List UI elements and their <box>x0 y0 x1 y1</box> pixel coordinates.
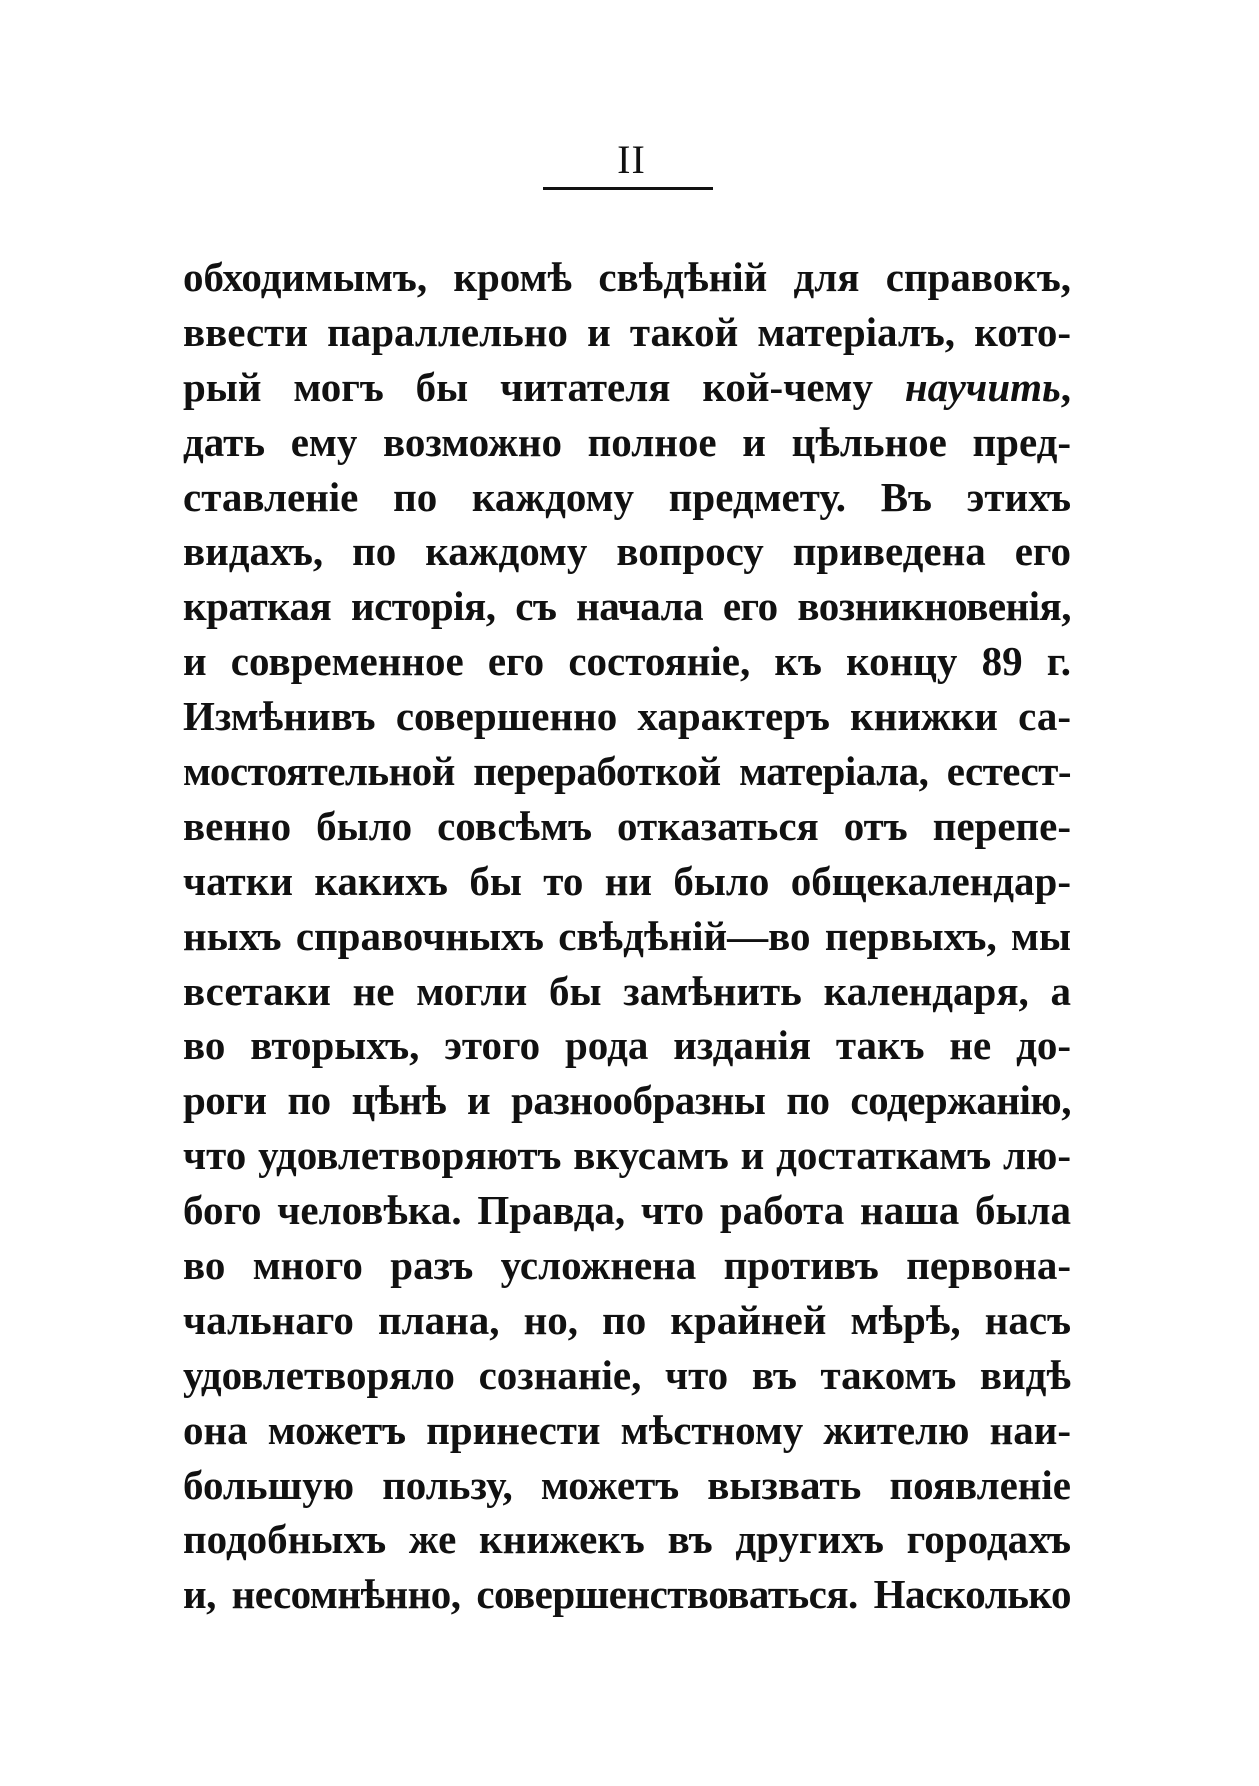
text-line: краткая исторія, съ начала его возникновенія, <box>183 583 1071 630</box>
text-line: ставленіе по каждому предмету. Въ этихъ <box>183 473 1071 520</box>
body-text <box>183 250 1071 1622</box>
text-line: ввести параллельно и такой матеріалъ, кото- <box>183 308 1071 355</box>
text-line: во много разъ усложнена противъ первона- <box>183 1242 1071 1289</box>
text-line: чатки какихъ бы то ни было общекалендар- <box>183 857 1071 904</box>
text-segment: рый могъ бы читателя кой-чему <box>183 363 905 410</box>
text-line: большую пользу, можетъ вызвать появленіе <box>183 1461 1071 1508</box>
text-line: чальнаго плана, но, по крайней мѣрѣ, насъ <box>183 1296 1071 1343</box>
text-line: венно было совсѣмъ отказаться отъ перепе- <box>183 802 1071 849</box>
text-line: ныхъ справочныхъ свѣдѣній—во первыхъ, мы <box>183 912 1071 959</box>
text-line: дать ему возможно полное и цѣльное пред- <box>183 418 1071 465</box>
text-line: она можетъ принести мѣстному жителю наи- <box>183 1406 1071 1453</box>
text-line: удовлетворяло сознаніе, что въ такомъ видѣ <box>183 1351 1071 1398</box>
text-line <box>183 360 1071 415</box>
text-line: видахъ, по каждому вопросу приведена его <box>183 528 1071 575</box>
text-line: обходимымъ, кромѣ свѣдѣній для справокъ, <box>183 254 1071 300</box>
text-line: Измѣнивъ совершенно характеръ книжки са- <box>183 693 1071 740</box>
page-number: II <box>617 137 646 182</box>
text-line: мостоятельной переработкой матеріала, естест- <box>183 748 1071 795</box>
text-line: роги по цѣнѣ и разнообразны по содержанію, <box>183 1077 1071 1124</box>
text-line: всетаки не могли бы замѣнить календаря, а <box>183 967 1071 1014</box>
emphasized-word: научить <box>904 363 1061 410</box>
text-line: бого человѣка. Правда, что работа наша была <box>183 1187 1071 1234</box>
page-header <box>0 137 1259 182</box>
text-line: во вторыхъ, этого рода изданія такъ не до- <box>183 1022 1071 1069</box>
text-segment: , <box>1060 363 1071 410</box>
text-line: что удовлетворяютъ вкусамъ и достаткамъ лю- <box>183 1132 1071 1179</box>
text-line: и современное его состояніе, къ концу 89 г. <box>183 638 1071 685</box>
header-rule <box>543 187 713 190</box>
text-line: и, несомнѣнно, совершенствоваться. Насколько <box>183 1571 1071 1618</box>
text-line: подобныхъ же книжекъ въ другихъ городахъ <box>183 1516 1071 1563</box>
